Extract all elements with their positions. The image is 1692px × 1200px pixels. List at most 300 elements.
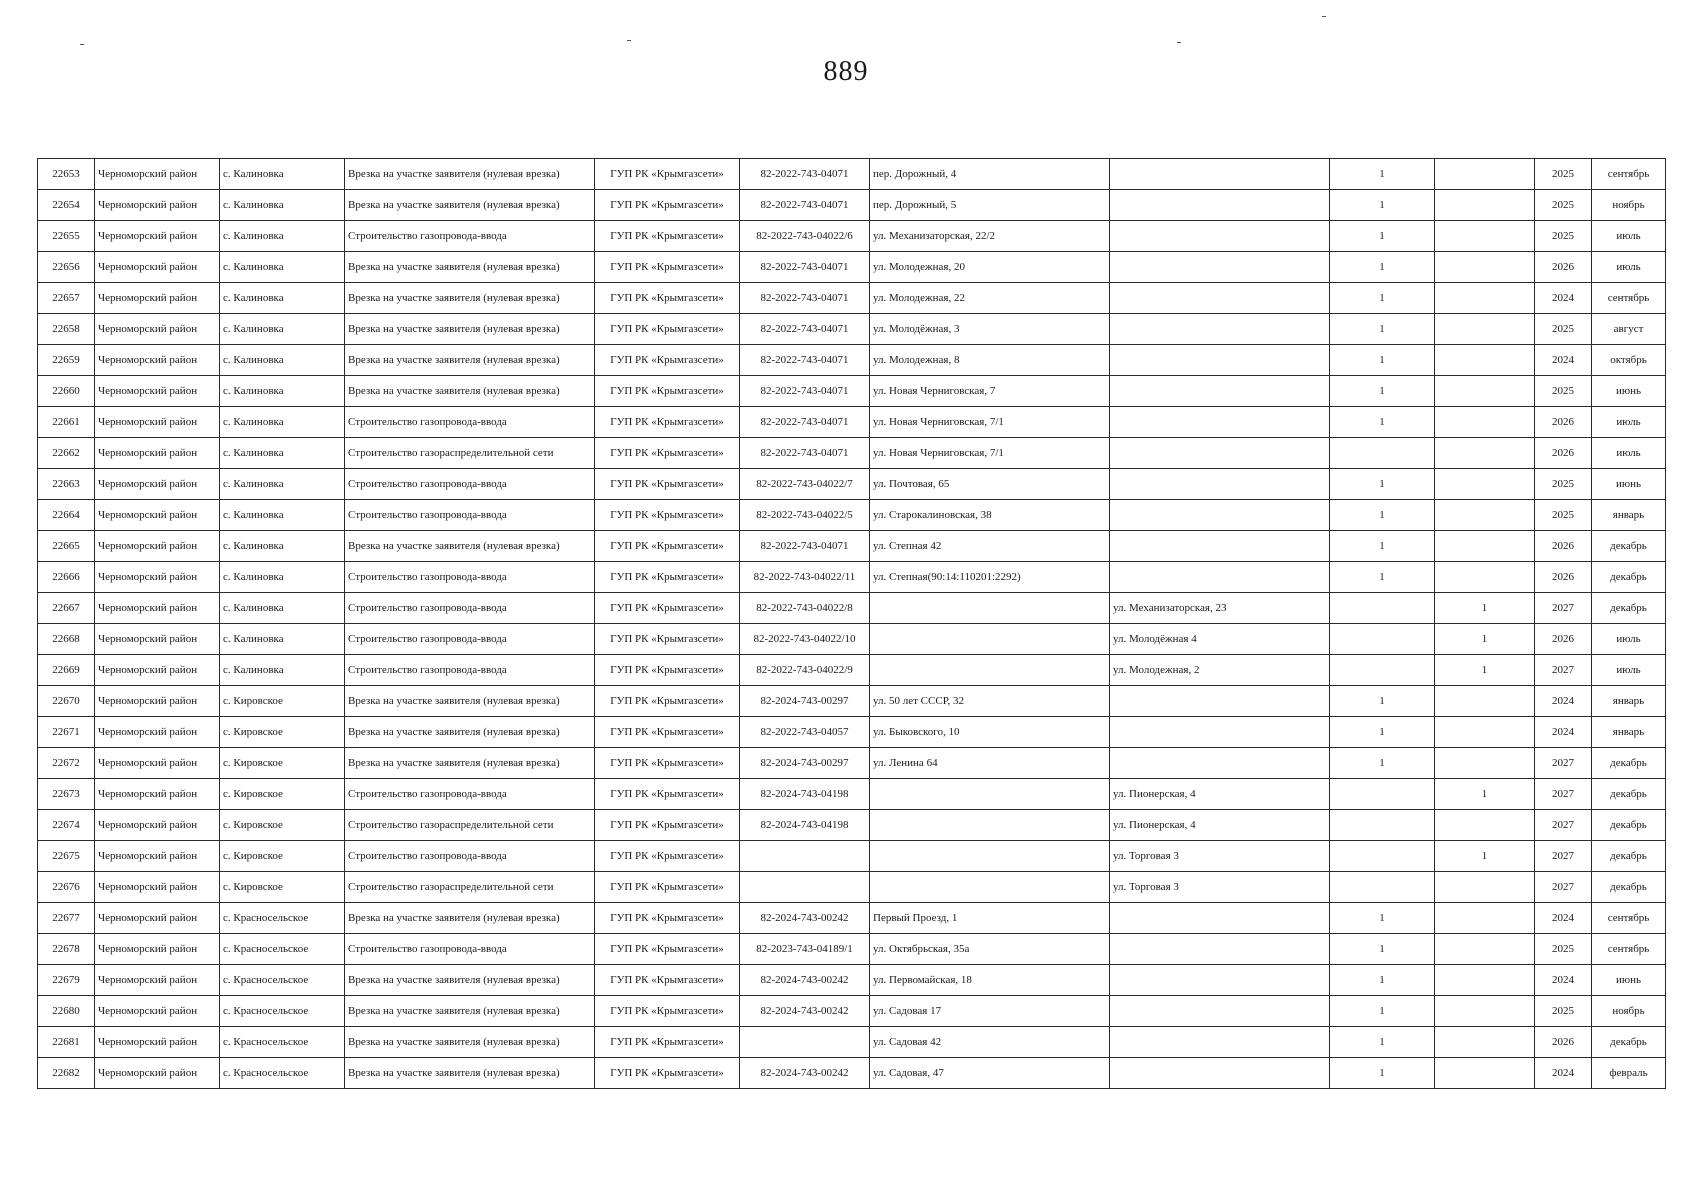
district-cell: Черноморский район: [95, 159, 220, 190]
request-code-cell: 82-2024-743-00242: [740, 1058, 870, 1089]
settlement-cell: с. Калиновка: [220, 469, 345, 500]
quantity-alt-cell: [1435, 717, 1535, 748]
table-row: [38, 748, 1666, 779]
year-cell: 2027: [1535, 655, 1592, 686]
district-cell: Черноморский район: [95, 562, 220, 593]
table-row: [38, 345, 1666, 376]
organization-cell: ГУП РК «Крымгазсети»: [595, 996, 740, 1027]
month-cell: январь: [1592, 500, 1666, 531]
year-cell: 2024: [1535, 283, 1592, 314]
settlement-cell: с. Кировское: [220, 872, 345, 903]
quantity-alt-cell: [1435, 500, 1535, 531]
work-type-cell: Строительство газопровода-ввода: [345, 624, 595, 655]
quantity-cell: 1: [1330, 1058, 1435, 1089]
address-alt-cell: [1110, 283, 1330, 314]
row-number: 22677: [38, 903, 95, 934]
year-cell: 2025: [1535, 190, 1592, 221]
request-code-cell: 82-2024-743-00242: [740, 996, 870, 1027]
month-cell: ноябрь: [1592, 996, 1666, 1027]
settlement-cell: с. Калиновка: [220, 624, 345, 655]
quantity-cell: 1: [1330, 252, 1435, 283]
quantity-alt-cell: [1435, 314, 1535, 345]
table-row: [38, 779, 1666, 810]
month-cell: июль: [1592, 655, 1666, 686]
request-code-cell: 82-2022-743-04071: [740, 314, 870, 345]
organization-cell: ГУП РК «Крымгазсети»: [595, 314, 740, 345]
year-cell: 2026: [1535, 438, 1592, 469]
work-type-cell: Строительство газопровода-ввода: [345, 841, 595, 872]
quantity-cell: 1: [1330, 531, 1435, 562]
organization-cell: ГУП РК «Крымгазсети»: [595, 345, 740, 376]
work-type-cell: Врезка на участке заявителя (нулевая врезка): [345, 376, 595, 407]
quantity-cell: 1: [1330, 1027, 1435, 1058]
address-alt-cell: [1110, 469, 1330, 500]
row-number: 22681: [38, 1027, 95, 1058]
work-type-cell: Строительство газопровода-ввода: [345, 779, 595, 810]
quantity-alt-cell: [1435, 345, 1535, 376]
table-row: [38, 686, 1666, 717]
settlement-cell: с. Красносельское: [220, 996, 345, 1027]
address-cell: [870, 593, 1110, 624]
row-number: 22666: [38, 562, 95, 593]
year-cell: 2025: [1535, 996, 1592, 1027]
quantity-alt-cell: [1435, 686, 1535, 717]
address-cell: ул. Почтовая, 65: [870, 469, 1110, 500]
year-cell: 2024: [1535, 345, 1592, 376]
address-alt-cell: [1110, 159, 1330, 190]
address-alt-cell: [1110, 1027, 1330, 1058]
organization-cell: ГУП РК «Крымгазсети»: [595, 221, 740, 252]
district-cell: Черноморский район: [95, 903, 220, 934]
address-alt-cell: ул. Торговая 3: [1110, 841, 1330, 872]
month-cell: сентябрь: [1592, 283, 1666, 314]
work-type-cell: Врезка на участке заявителя (нулевая врезка): [345, 1058, 595, 1089]
request-code-cell: 82-2024-743-00242: [740, 903, 870, 934]
quantity-alt-cell: [1435, 872, 1535, 903]
address-cell: [870, 841, 1110, 872]
request-code-cell: 82-2024-743-00297: [740, 686, 870, 717]
work-type-cell: Врезка на участке заявителя (нулевая врезка): [345, 283, 595, 314]
month-cell: июль: [1592, 624, 1666, 655]
quantity-alt-cell: [1435, 562, 1535, 593]
work-type-cell: Врезка на участке заявителя (нулевая врезка): [345, 1027, 595, 1058]
settlement-cell: с. Калиновка: [220, 531, 345, 562]
quantity-cell: 1: [1330, 562, 1435, 593]
year-cell: 2025: [1535, 469, 1592, 500]
table-row: [38, 934, 1666, 965]
quantity-cell: [1330, 872, 1435, 903]
work-type-cell: Строительство газопровода-ввода: [345, 500, 595, 531]
district-cell: Черноморский район: [95, 376, 220, 407]
work-type-cell: Врезка на участке заявителя (нулевая врезка): [345, 965, 595, 996]
quantity-alt-cell: [1435, 903, 1535, 934]
quantity-alt-cell: 1: [1435, 655, 1535, 686]
request-code-cell: 82-2022-743-04071: [740, 376, 870, 407]
settlement-cell: с. Калиновка: [220, 252, 345, 283]
row-number: 22678: [38, 934, 95, 965]
district-cell: Черноморский район: [95, 686, 220, 717]
organization-cell: ГУП РК «Крымгазсети»: [595, 717, 740, 748]
request-code-cell: 82-2022-743-04071: [740, 345, 870, 376]
organization-cell: ГУП РК «Крымгазсети»: [595, 562, 740, 593]
organization-cell: ГУП РК «Крымгазсети»: [595, 872, 740, 903]
work-type-cell: Врезка на участке заявителя (нулевая врезка): [345, 686, 595, 717]
table-row: [38, 1027, 1666, 1058]
settlement-cell: с. Калиновка: [220, 159, 345, 190]
month-cell: январь: [1592, 717, 1666, 748]
settlement-cell: с. Калиновка: [220, 190, 345, 221]
work-type-cell: Строительство газопровода-ввода: [345, 655, 595, 686]
quantity-cell: [1330, 810, 1435, 841]
organization-cell: ГУП РК «Крымгазсети»: [595, 376, 740, 407]
work-type-cell: Строительство газораспределительной сети: [345, 438, 595, 469]
month-cell: декабрь: [1592, 872, 1666, 903]
month-cell: декабрь: [1592, 841, 1666, 872]
work-type-cell: Врезка на участке заявителя (нулевая врезка): [345, 345, 595, 376]
quantity-cell: 1: [1330, 996, 1435, 1027]
address-alt-cell: ул. Пионерская, 4: [1110, 779, 1330, 810]
month-cell: ноябрь: [1592, 190, 1666, 221]
address-alt-cell: ул. Молодежная, 2: [1110, 655, 1330, 686]
month-cell: октябрь: [1592, 345, 1666, 376]
row-number: 22659: [38, 345, 95, 376]
quantity-alt-cell: [1435, 748, 1535, 779]
request-code-cell: 82-2024-743-04198: [740, 779, 870, 810]
work-type-cell: Врезка на участке заявителя (нулевая врезка): [345, 531, 595, 562]
district-cell: Черноморский район: [95, 748, 220, 779]
quantity-alt-cell: 1: [1435, 593, 1535, 624]
year-cell: 2026: [1535, 252, 1592, 283]
address-alt-cell: [1110, 717, 1330, 748]
address-cell: пер. Дорожный, 5: [870, 190, 1110, 221]
district-cell: Черноморский район: [95, 1058, 220, 1089]
quantity-alt-cell: [1435, 407, 1535, 438]
address-alt-cell: [1110, 686, 1330, 717]
table-row: [38, 810, 1666, 841]
work-type-cell: Врезка на участке заявителя (нулевая врезка): [345, 996, 595, 1027]
row-number: 22662: [38, 438, 95, 469]
row-number: 22663: [38, 469, 95, 500]
work-type-cell: Строительство газопровода-ввода: [345, 407, 595, 438]
settlement-cell: с. Калиновка: [220, 314, 345, 345]
quantity-cell: [1330, 655, 1435, 686]
year-cell: 2025: [1535, 314, 1592, 345]
request-code-cell: 82-2022-743-04071: [740, 283, 870, 314]
organization-cell: ГУП РК «Крымгазсети»: [595, 593, 740, 624]
organization-cell: ГУП РК «Крымгазсети»: [595, 190, 740, 221]
request-code-cell: 82-2024-743-00297: [740, 748, 870, 779]
district-cell: Черноморский район: [95, 655, 220, 686]
settlement-cell: с. Кировское: [220, 841, 345, 872]
table-row: [38, 717, 1666, 748]
quantity-cell: 1: [1330, 314, 1435, 345]
row-number: 22660: [38, 376, 95, 407]
address-alt-cell: ул. Торговая 3: [1110, 872, 1330, 903]
request-code-cell: 82-2024-743-00242: [740, 965, 870, 996]
year-cell: 2025: [1535, 934, 1592, 965]
row-number: 22668: [38, 624, 95, 655]
district-cell: Черноморский район: [95, 965, 220, 996]
row-number: 22676: [38, 872, 95, 903]
district-cell: Черноморский район: [95, 779, 220, 810]
settlement-cell: с. Калиновка: [220, 593, 345, 624]
address-cell: ул. Новая Черниговская, 7/1: [870, 438, 1110, 469]
address-cell: [870, 655, 1110, 686]
organization-cell: ГУП РК «Крымгазсети»: [595, 748, 740, 779]
address-cell: ул. Октябрьская, 35а: [870, 934, 1110, 965]
table-row: [38, 252, 1666, 283]
address-cell: ул. Старокалиновская, 38: [870, 500, 1110, 531]
table-row: [38, 314, 1666, 345]
table-row: [38, 531, 1666, 562]
month-cell: сентябрь: [1592, 159, 1666, 190]
month-cell: июнь: [1592, 469, 1666, 500]
year-cell: 2024: [1535, 903, 1592, 934]
address-cell: ул. Новая Черниговская, 7: [870, 376, 1110, 407]
request-code-cell: 82-2022-743-04071: [740, 407, 870, 438]
year-cell: 2027: [1535, 841, 1592, 872]
district-cell: Черноморский район: [95, 407, 220, 438]
table-row: [38, 376, 1666, 407]
year-cell: 2025: [1535, 221, 1592, 252]
district-cell: Черноморский район: [95, 314, 220, 345]
request-code-cell: 82-2022-743-04071: [740, 190, 870, 221]
table-row: [38, 965, 1666, 996]
quantity-cell: 1: [1330, 469, 1435, 500]
table-row: [38, 221, 1666, 252]
row-number: 22653: [38, 159, 95, 190]
request-code-cell: 82-2022-743-04022/5: [740, 500, 870, 531]
district-cell: Черноморский район: [95, 810, 220, 841]
quantity-cell: 1: [1330, 376, 1435, 407]
address-cell: ул. Новая Черниговская, 7/1: [870, 407, 1110, 438]
request-code-cell: 82-2022-743-04022/9: [740, 655, 870, 686]
table-row: [38, 1058, 1666, 1089]
address-cell: [870, 779, 1110, 810]
work-type-cell: Врезка на участке заявителя (нулевая врезка): [345, 717, 595, 748]
quantity-cell: 1: [1330, 686, 1435, 717]
table-row: [38, 996, 1666, 1027]
quantity-alt-cell: [1435, 1027, 1535, 1058]
quantity-cell: [1330, 438, 1435, 469]
address-alt-cell: [1110, 500, 1330, 531]
request-code-cell: [740, 841, 870, 872]
quantity-cell: [1330, 779, 1435, 810]
organization-cell: ГУП РК «Крымгазсети»: [595, 1027, 740, 1058]
quantity-alt-cell: 1: [1435, 624, 1535, 655]
address-alt-cell: [1110, 531, 1330, 562]
address-alt-cell: [1110, 996, 1330, 1027]
month-cell: январь: [1592, 686, 1666, 717]
district-cell: Черноморский район: [95, 593, 220, 624]
request-code-cell: 82-2022-743-04022/7: [740, 469, 870, 500]
work-type-cell: Врезка на участке заявителя (нулевая врезка): [345, 748, 595, 779]
organization-cell: ГУП РК «Крымгазсети»: [595, 407, 740, 438]
row-number: 22664: [38, 500, 95, 531]
organization-cell: ГУП РК «Крымгазсети»: [595, 903, 740, 934]
quantity-cell: [1330, 624, 1435, 655]
organization-cell: ГУП РК «Крымгазсети»: [595, 810, 740, 841]
settlement-cell: с. Калиновка: [220, 345, 345, 376]
row-number: 22658: [38, 314, 95, 345]
work-type-cell: Врезка на участке заявителя (нулевая врезка): [345, 903, 595, 934]
request-code-cell: 82-2022-743-04022/10: [740, 624, 870, 655]
address-alt-cell: [1110, 252, 1330, 283]
address-alt-cell: [1110, 748, 1330, 779]
table-row: [38, 624, 1666, 655]
row-number: 22655: [38, 221, 95, 252]
address-cell: ул. Молодежная, 20: [870, 252, 1110, 283]
settlement-cell: с. Калиновка: [220, 438, 345, 469]
address-alt-cell: [1110, 221, 1330, 252]
row-number: 22661: [38, 407, 95, 438]
quantity-cell: 1: [1330, 965, 1435, 996]
settlement-cell: с. Калиновка: [220, 221, 345, 252]
year-cell: 2026: [1535, 1027, 1592, 1058]
year-cell: 2025: [1535, 159, 1592, 190]
address-alt-cell: [1110, 965, 1330, 996]
month-cell: август: [1592, 314, 1666, 345]
table-row: [38, 469, 1666, 500]
quantity-alt-cell: [1435, 1058, 1535, 1089]
district-cell: Черноморский район: [95, 345, 220, 376]
table-row: [38, 407, 1666, 438]
address-cell: ул. 50 лет СССР, 32: [870, 686, 1110, 717]
address-alt-cell: ул. Пионерская, 4: [1110, 810, 1330, 841]
month-cell: декабрь: [1592, 593, 1666, 624]
month-cell: июль: [1592, 438, 1666, 469]
table-row: [38, 593, 1666, 624]
scan-speck: [1177, 42, 1181, 43]
address-alt-cell: [1110, 438, 1330, 469]
quantity-cell: 1: [1330, 748, 1435, 779]
quantity-cell: 1: [1330, 190, 1435, 221]
address-cell: ул. Садовая 42: [870, 1027, 1110, 1058]
district-cell: Черноморский район: [95, 531, 220, 562]
address-alt-cell: [1110, 407, 1330, 438]
request-code-cell: [740, 872, 870, 903]
month-cell: июнь: [1592, 376, 1666, 407]
settlement-cell: с. Калиновка: [220, 407, 345, 438]
quantity-cell: 1: [1330, 345, 1435, 376]
year-cell: 2027: [1535, 810, 1592, 841]
settlement-cell: с. Красносельское: [220, 965, 345, 996]
work-type-cell: Врезка на участке заявителя (нулевая врезка): [345, 190, 595, 221]
quantity-cell: 1: [1330, 283, 1435, 314]
settlement-cell: с. Кировское: [220, 779, 345, 810]
year-cell: 2026: [1535, 407, 1592, 438]
organization-cell: ГУП РК «Крымгазсети»: [595, 438, 740, 469]
quantity-alt-cell: [1435, 190, 1535, 221]
address-alt-cell: [1110, 345, 1330, 376]
table-row: [38, 500, 1666, 531]
quantity-alt-cell: [1435, 283, 1535, 314]
request-code-cell: 82-2022-743-04057: [740, 717, 870, 748]
row-number: 22667: [38, 593, 95, 624]
district-cell: Черноморский район: [95, 872, 220, 903]
table-row: [38, 283, 1666, 314]
work-type-cell: Врезка на участке заявителя (нулевая врезка): [345, 159, 595, 190]
quantity-alt-cell: [1435, 810, 1535, 841]
row-number: 22656: [38, 252, 95, 283]
district-cell: Черноморский район: [95, 624, 220, 655]
request-code-cell: 82-2022-743-04071: [740, 159, 870, 190]
address-cell: ул. Первомайская, 18: [870, 965, 1110, 996]
row-number: 22675: [38, 841, 95, 872]
address-cell: ул. Степная(90:14:110201:2292): [870, 562, 1110, 593]
register-body: [38, 159, 1666, 1089]
table-row: [38, 438, 1666, 469]
settlement-cell: с. Кировское: [220, 686, 345, 717]
year-cell: 2024: [1535, 686, 1592, 717]
settlement-cell: с. Калиновка: [220, 283, 345, 314]
quantity-cell: 1: [1330, 934, 1435, 965]
settlement-cell: с. Калиновка: [220, 500, 345, 531]
address-cell: ул. Молодёжная, 3: [870, 314, 1110, 345]
address-cell: пер. Дорожный, 4: [870, 159, 1110, 190]
register-table: [37, 158, 1666, 1089]
scan-speck: [627, 40, 631, 41]
address-cell: ул. Механизаторская, 22/2: [870, 221, 1110, 252]
quantity-cell: 1: [1330, 159, 1435, 190]
address-cell: Первый Проезд, 1: [870, 903, 1110, 934]
row-number: 22682: [38, 1058, 95, 1089]
month-cell: февраль: [1592, 1058, 1666, 1089]
request-code-cell: 82-2022-743-04071: [740, 438, 870, 469]
row-number: 22680: [38, 996, 95, 1027]
quantity-alt-cell: [1435, 438, 1535, 469]
work-type-cell: Строительство газопровода-ввода: [345, 221, 595, 252]
quantity-alt-cell: [1435, 965, 1535, 996]
month-cell: сентябрь: [1592, 934, 1666, 965]
row-number: 22672: [38, 748, 95, 779]
address-alt-cell: [1110, 562, 1330, 593]
year-cell: 2027: [1535, 872, 1592, 903]
scan-speck: [1322, 16, 1326, 17]
work-type-cell: Строительство газопровода-ввода: [345, 562, 595, 593]
scan-speck: [80, 44, 84, 45]
work-type-cell: Строительство газораспределительной сети: [345, 872, 595, 903]
address-cell: ул. Садовая, 47: [870, 1058, 1110, 1089]
organization-cell: ГУП РК «Крымгазсети»: [595, 841, 740, 872]
table-row: [38, 841, 1666, 872]
district-cell: Черноморский район: [95, 221, 220, 252]
organization-cell: ГУП РК «Крымгазсети»: [595, 686, 740, 717]
quantity-alt-cell: [1435, 469, 1535, 500]
quantity-alt-cell: [1435, 996, 1535, 1027]
year-cell: 2026: [1535, 624, 1592, 655]
address-alt-cell: [1110, 903, 1330, 934]
row-number: 22670: [38, 686, 95, 717]
address-cell: [870, 872, 1110, 903]
work-type-cell: Врезка на участке заявителя (нулевая врезка): [345, 252, 595, 283]
work-type-cell: Строительство газопровода-ввода: [345, 934, 595, 965]
year-cell: 2024: [1535, 717, 1592, 748]
quantity-cell: [1330, 841, 1435, 872]
row-number: 22673: [38, 779, 95, 810]
month-cell: декабрь: [1592, 779, 1666, 810]
quantity-alt-cell: [1435, 376, 1535, 407]
settlement-cell: с. Красносельское: [220, 934, 345, 965]
district-cell: Черноморский район: [95, 500, 220, 531]
district-cell: Черноморский район: [95, 438, 220, 469]
address-cell: ул. Молодежная, 8: [870, 345, 1110, 376]
quantity-alt-cell: 1: [1435, 841, 1535, 872]
settlement-cell: с. Красносельское: [220, 1058, 345, 1089]
organization-cell: ГУП РК «Крымгазсети»: [595, 500, 740, 531]
settlement-cell: с. Калиновка: [220, 655, 345, 686]
settlement-cell: с. Кировское: [220, 748, 345, 779]
